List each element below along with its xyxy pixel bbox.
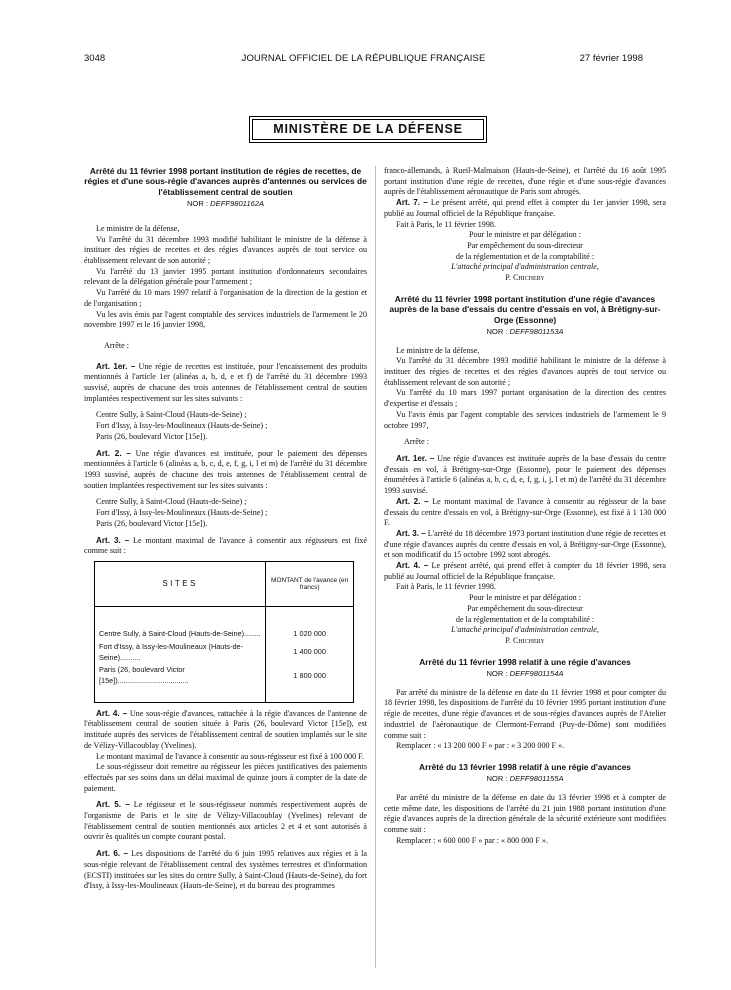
nor-code: DEFF9801155A [509, 774, 564, 784]
article-label: Art. 2. – [96, 448, 131, 458]
article-1 [384, 454, 666, 497]
paragraph: Le ministre de la défense, [396, 345, 480, 355]
decree-title: Arrêté du 11 février 1998 relatif à une régie d'avances [419, 656, 631, 667]
paragraph: Le ministre de la défense, [96, 223, 180, 233]
article-text: Le présent arrêté, qui prend effet à compter du 1er janvier 1998, sera publié au Journal officiel de la République française. [384, 198, 666, 218]
signature-line: Par empêchement du sous-directeur [467, 603, 583, 613]
paragraph: Vu l'avis émis par l'agent comptable des services industriels de l'armement le 9 octobre 1997, [384, 409, 666, 430]
table-cell-amount: 1 020 000 [293, 628, 326, 638]
left-column [84, 166, 367, 892]
continued-text: franco-allemands, à Rueil-Malmaison (Hauts-de-Seine), et l'arrêté du 16 août 1995 portant institution d'une régie de recettes, d'une régie et d'une sous-régie d'avances auprès de l'établissement aéronautique de Paris sont abrogés. [384, 166, 666, 197]
signature-line: Pour le ministre et par délégation : [469, 593, 581, 603]
decree-title: Arrêté du 11 février 1998 portant institution d'une régie d'avances auprès de la base d'essais du centre d'essais en vol, à Brétigny-sur-Orge (Essonne) [389, 293, 661, 325]
signing-place-date: Fait à Paris, le 11 février 1998. [396, 219, 496, 229]
site-line: Paris (26, boulevard Victor [15e]). [96, 518, 208, 528]
paragraph: Vu l'arrêté du 10 mars 1997 relatif à l'organisation de la direction de la gestion et de l'organisation ; [84, 288, 367, 308]
paragraph: Le sous-régisseur doit remettre au régisseur les pièces justificatives des paiements effectués par ses soins dans un délai maximal de quinze jours à compter de la date de paiement. [84, 762, 367, 793]
nor-label: NOR : [186, 199, 209, 209]
paragraph: Par arrêté du ministre de la défense en date du 13 février 1998 et à compter de cette même date, les dispositions de l'arrêté du 21 juin 1988 portant institution d'une régie d'avances auprès de la direction générale de la sécurité extérieure sont modifiées comme suit : [384, 793, 666, 835]
paragraph: Le montant maximal de l'avance à consentir au sous-régisseur est fixé à 100 000 F. [96, 751, 365, 761]
ministry-heading: MINISTÈRE DE LA DÉFENSE [252, 119, 484, 140]
arrete-label: Arrête : [404, 437, 429, 447]
nor-reference [384, 774, 666, 785]
page-number: 3048 [84, 53, 106, 64]
nor-code: DEFF9801162A [210, 199, 265, 209]
article-2 [384, 497, 666, 529]
nor-reference [384, 669, 666, 680]
column-divider [375, 166, 376, 968]
signature-line: L'attaché principal d'administration centrale, [451, 262, 599, 272]
article-label: Art. 3. – [396, 528, 426, 538]
paragraph: Remplacer : « 600 000 F » par : « 800 000 F ». [396, 835, 548, 845]
arrete-label: Arrête : [104, 340, 129, 350]
article-text: Les dispositions de l'arrêté du 6 juin 1995 relatives aux régies et à la sous-régie relevant de l'établissement central des systèmes terrestres et d'information (ECSTI) instituées sur les sites du centre Sully, à Saint-Cloud (Hauts-de-Seine), du fort d'Issy, à Issy-les-Moulineaux (Hauts-de-Seine), et du bureau des programmes [84, 849, 367, 891]
article-label: Art. 1er. – [96, 361, 136, 371]
article-text: Une sous-régie d'avances, rattachée à la régie d'avances de l'antenne de l'établissement central de soutien située à Paris (26, boulevard Victor [15e]), est instituée auprès des services de l'établissement central de soutien implantés sur le site de Vélizy-Villacoublay (Yvelines). [84, 708, 367, 750]
paragraph: Vu l'arrêté du 31 décembre 1993 modifié habilitant le ministre de la défense à instituer des régies de recettes et des régies d'avances auprès de tout service ou établissement relevant de son autorité ; [384, 356, 666, 387]
paragraph: Vu l'arrêté du 10 mars 1997 portant organisation de la direction des centres d'expertise et d'essais ; [384, 388, 666, 409]
article-4 [384, 561, 666, 582]
signing-place-date: Fait à Paris, le 11 février 1998. [396, 582, 496, 592]
nor-code: DEFF9801154A [509, 669, 564, 679]
article-text: Le montant maximal de l'avance à consentir au régisseur de la base d'essais du centre d'essais en vol, à Brétigny-sur-Orge (Essonne), est fixé à 1 130 000 F. [384, 496, 666, 528]
article-label: Art. 4. – [396, 561, 429, 571]
article-text: L'arrêté du 18 décembre 1973 portant institution d'une régie de recettes et d'une régie d'avances auprès du centre d'essais en vol, à Brétigny-sur-Orge (Essonne), et son modificatif du 15 octobre 1992 sont abrogés. [384, 528, 666, 560]
article-label: Art. 5. – [96, 800, 130, 810]
advance-amounts-table [94, 561, 354, 703]
table-cell-site: Centre Sully, à Saint-Cloud (Hauts-de-Seine)........ [95, 627, 266, 641]
signature-line: Pour le ministre et par délégation : [469, 230, 581, 240]
article-text: Une régie de recettes est instituée, pour l'encaissement des produits mentionnés à l'article 1er (alinéas a, b, d, e et f) de l'arrêté du 31 décembre 1993 susvisé, auprès de chacune des trois antennes de l'établissement central de soutien implantées respectivement sur les sites suivants : [84, 361, 367, 403]
nor-label: NOR : [486, 774, 508, 784]
article-label: Art. 6. – [96, 849, 128, 859]
table-row [95, 641, 354, 664]
table-cell-site: Paris (26, boulevard Victor [15e])................................... [95, 664, 266, 687]
running-header [84, 53, 643, 67]
table-row [95, 664, 354, 687]
article-label: Art. 3. – [96, 535, 130, 545]
paragraph: Vu l'arrêté du 13 janvier 1995 portant institution d'ordonnateurs secondaires relevant de la délégation générale pour l'armement ; [84, 266, 367, 287]
signature-line: de la réglementation et de la comptabilité : [455, 614, 595, 624]
nor-code: DEFF9801153A [509, 326, 564, 336]
table-header-sites: SITES [95, 561, 266, 606]
nor-reference [84, 199, 367, 210]
decree-title: Arrêté du 11 février 1998 portant institution de régies de recettes, de régies et d'une sous-régie d'avances auprès d'antennes ou services de l'établissement central de soutien [84, 166, 367, 197]
table-row [95, 627, 354, 641]
paragraph: Par arrêté du ministre de la défense en date du 11 février 1998 et pour compter du 18 février 1998, les dispositions de l'arrêté du 10 février 1995 portant institution d'une régie de recettes, d'une régie d'avances et de sous-régies d'avances auprès de l'Atelier industriel de l'aéronautique de Clermont-Ferrand (Puy-de-Dôme) sont modifiées comme suit : [384, 687, 666, 740]
paragraph: Vu l'arrêté du 31 décembre 1993 modifié habilitant le ministre de la défense à instituer des régies de recettes et des régies d'avances auprès de tout service ou établissement relevant de son autorité ; [84, 234, 367, 266]
site-line: Centre Sully, à Saint-Cloud (Hauts-de-Seine) ; [96, 410, 247, 420]
article-text: Une régie d'avances est instituée auprès de la base d'essais du centre d'essais en vol, à Brétigny-sur-Orge (Essonne), pour le paiement des dépenses énumérées à l'article 6 (alinéas a, b, c, d, e, f, g, i, j, l et m) de l'arrêté du 31 décembre 1993 susvisé. [384, 453, 666, 496]
signature-line: L'attaché principal d'administration centrale, [451, 625, 599, 635]
article-text: Le présent arrêté, qui prend effet à compter du 18 février 1998, sera publié au Journal officiel de la République française. [384, 561, 666, 581]
article-label: Art. 4. – [96, 708, 128, 718]
article-label: Art. 2. – [396, 496, 429, 506]
signature-line: Par empêchement du sous-directeur [467, 240, 583, 250]
article-text: Le régisseur et le sous-régisseur nommés respectivement auprès de l'organisme de Paris et le site de Vélizy-Villacoublay (Yvelines) relevant de l'établissement central de soutien mentionnés aux articles 2 et 4 et sont autorisés à ouvrir ès qualités un compte courant postal. [84, 800, 367, 842]
article-1 [84, 362, 367, 405]
signatory-name: P. Chichery [505, 273, 545, 283]
paragraph: Vu les avis émis par l'agent comptable des services industriels de l'armement le 20 novembre 1997 et le 16 janvier 1998, [84, 309, 367, 330]
article-2 [84, 449, 367, 492]
site-line: Fort d'Issy, à Issy-les-Moulineaux (Hauts-de-Seine) ; [96, 421, 268, 431]
nor-label: NOR : [486, 326, 508, 336]
issue-date: 27 février 1998 [579, 53, 643, 64]
article-3 [84, 536, 367, 557]
article-7 [384, 198, 666, 219]
article-6 [84, 849, 367, 892]
site-line: Fort d'Issy, à Issy-les-Moulineaux (Hauts-de-Seine) ; [96, 508, 268, 518]
nor-reference [384, 327, 666, 338]
article-text: Une régie d'avances est instituée, pour le paiement des dépenses mentionnées à l'article 6 (alinéas a, b, c, d, e, f, g, i, l et m) de l'arrêté du 31 décembre 1993 susvisé, auprès de chacune des trois antennes de l'établissement central de soutien implantées respectivement sur les sites suivants : [84, 448, 367, 490]
site-line: Paris (26, boulevard Victor [15e]). [96, 431, 208, 441]
site-line: Centre Sully, à Saint-Cloud (Hauts-de-Seine) ; [96, 497, 247, 507]
article-5 [84, 800, 367, 843]
table-cell-amount: 1 800 000 [293, 670, 326, 680]
article-label: Art. 1er. – [396, 453, 435, 463]
signatory-name: P. Chichery [505, 635, 545, 645]
table-cell-amount: 1 400 000 [293, 647, 326, 657]
ministry-heading-box [249, 116, 487, 143]
article-text: Le montant maximal de l'avance à consentir aux régisseurs est fixé comme suit : [84, 535, 367, 556]
paragraph: Remplacer : « 13 200 000 F » par : « 3 200 000 F ». [396, 741, 565, 751]
article-3 [384, 529, 666, 561]
right-column [384, 166, 666, 847]
nor-label: NOR : [486, 669, 508, 679]
journal-title: JOURNAL OFFICIEL DE LA RÉPUBLIQUE FRANÇAISE [241, 53, 486, 64]
article-label: Art. 7. – [396, 198, 428, 208]
decree-title: Arrêté du 13 février 1998 relatif à une régie d'avances [419, 761, 631, 772]
signature-line: de la réglementation et de la comptabilité : [455, 251, 595, 261]
table-header-amount: MONTANT de l'avance (en francs) [266, 561, 354, 606]
article-4 [84, 709, 367, 752]
table-cell-site: Fort d'Issy, à Issy-les-Moulineaux (Hauts-de-Seine).......... [95, 641, 266, 664]
